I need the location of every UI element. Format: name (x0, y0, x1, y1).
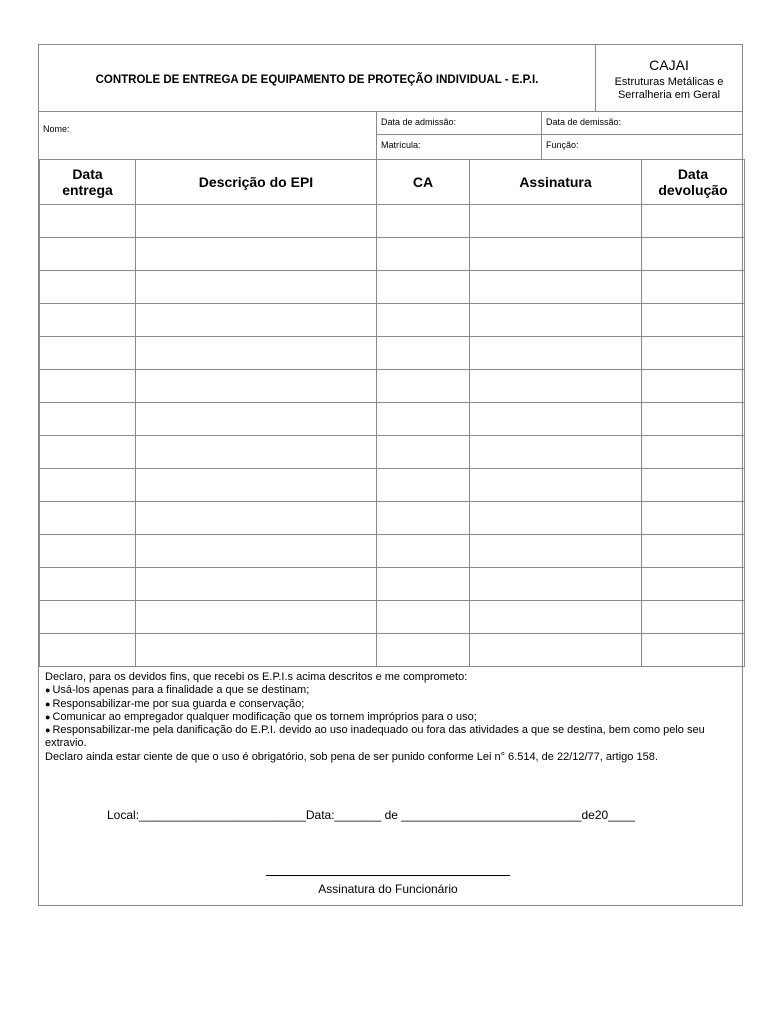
col-data-entrega: Data entrega (40, 160, 136, 205)
declaration-item: ● Usá-los apenas para a finalidade a que se destinam; (45, 684, 310, 697)
bullet-icon: ● (45, 685, 51, 696)
company-box (595, 45, 742, 111)
cell-ca[interactable] (377, 634, 470, 667)
cell-data-entrega[interactable] (40, 271, 136, 304)
cell-ca[interactable] (377, 436, 470, 469)
cell-data-devolucao[interactable] (642, 634, 745, 667)
cell-ca[interactable] (377, 304, 470, 337)
cell-ca[interactable] (377, 403, 470, 436)
cell-descricao[interactable] (136, 370, 377, 403)
table-row (40, 601, 745, 634)
table-row (40, 535, 745, 568)
cell-data-entrega[interactable] (40, 568, 136, 601)
signature-label: Assinatura do Funcionário (318, 882, 458, 896)
cell-data-devolucao[interactable] (642, 337, 745, 370)
cell-data-entrega[interactable] (40, 238, 136, 271)
cell-data-entrega[interactable] (40, 535, 136, 568)
company-description: Estruturas Metálicas e Serralheria em Geral (614, 76, 724, 101)
cell-descricao[interactable] (136, 469, 377, 502)
col-data-devolucao: Data devolução (642, 160, 745, 205)
cell-descricao[interactable] (136, 337, 377, 370)
cell-data-entrega[interactable] (40, 205, 136, 238)
local-date-line[interactable]: Local:_________________________Data:_______ de ___________________________de20____ (107, 808, 635, 822)
cell-assinatura[interactable] (470, 502, 642, 535)
cell-data-devolucao[interactable] (642, 304, 745, 337)
cell-ca[interactable] (377, 502, 470, 535)
company-name: CAJAI (649, 57, 689, 73)
cell-descricao[interactable] (136, 568, 377, 601)
cell-data-entrega[interactable] (40, 436, 136, 469)
cell-data-devolucao[interactable] (642, 502, 745, 535)
cell-descricao[interactable] (136, 502, 377, 535)
form-header (39, 45, 742, 112)
bullet-icon: ● (45, 698, 51, 709)
table-body (40, 205, 745, 667)
cell-descricao[interactable] (136, 238, 377, 271)
cell-descricao[interactable] (136, 403, 377, 436)
cell-ca[interactable] (377, 205, 470, 238)
table-row (40, 403, 745, 436)
cell-assinatura[interactable] (470, 436, 642, 469)
cell-descricao[interactable] (136, 304, 377, 337)
col-ca: CA (377, 160, 470, 205)
epi-form (38, 44, 743, 906)
employee-info (39, 112, 742, 159)
data-demissao-field[interactable]: Data de demissão: (546, 117, 622, 127)
cell-data-entrega[interactable] (40, 403, 136, 436)
cell-data-entrega[interactable] (40, 502, 136, 535)
cell-ca[interactable] (377, 469, 470, 502)
table-row (40, 238, 745, 271)
cell-data-entrega[interactable] (40, 601, 136, 634)
funcao-field[interactable]: Função: (546, 140, 579, 150)
declaration-item: ● Comunicar ao empregador qualquer modificação que os tornem impróprios para o uso; (45, 710, 477, 723)
cell-data-devolucao[interactable] (642, 205, 745, 238)
cell-ca[interactable] (377, 238, 470, 271)
cell-data-devolucao[interactable] (642, 568, 745, 601)
declaration-item: ● Responsabilizar-me pela danificação do E.P.I. devido ao uso inadequado ou fora das atividades a que se destina, bem como pelo seu extravio. (45, 724, 705, 750)
cell-assinatura[interactable] (470, 601, 642, 634)
bullet-icon: ● (45, 711, 51, 722)
table-row (40, 271, 745, 304)
declaration-closing: Declaro ainda estar ciente de que o uso é obrigatório, sob pena de ser punido conforme Lei n° 6.514, de 22/12/77, artigo 158. (45, 750, 658, 763)
cell-descricao[interactable] (136, 601, 377, 634)
declaration-section (39, 665, 742, 905)
cell-data-entrega[interactable] (40, 469, 136, 502)
cell-descricao[interactable] (136, 271, 377, 304)
cell-data-devolucao[interactable] (642, 469, 745, 502)
declaration-intro: Declaro, para os devidos fins, que recebi os E.P.I.s acima descritos e me comprometo: (45, 671, 468, 683)
cell-data-entrega[interactable] (40, 370, 136, 403)
cell-ca[interactable] (377, 568, 470, 601)
cell-assinatura[interactable] (470, 535, 642, 568)
cell-descricao[interactable] (136, 634, 377, 667)
table-header-row (40, 160, 745, 205)
cell-data-devolucao[interactable] (642, 238, 745, 271)
signature-line[interactable] (266, 875, 510, 876)
cell-assinatura[interactable] (470, 238, 642, 271)
cell-assinatura[interactable] (470, 337, 642, 370)
cell-assinatura[interactable] (470, 271, 642, 304)
form-title: CONTROLE DE ENTREGA DE EQUIPAMENTO DE PROTEÇÃO INDIVIDUAL - E.P.I. (95, 74, 539, 86)
table-row (40, 469, 745, 502)
col-assinatura: Assinatura (470, 160, 642, 205)
cell-data-entrega[interactable] (40, 634, 136, 667)
declaration-item: ● Responsabilizar-me por sua guarda e conservação; (45, 697, 305, 710)
cell-assinatura[interactable] (470, 370, 642, 403)
data-admissao-field[interactable]: Data de admissão: (381, 117, 457, 127)
table-row (40, 205, 745, 238)
cell-data-devolucao[interactable] (642, 601, 745, 634)
cell-assinatura[interactable] (470, 469, 642, 502)
cell-assinatura[interactable] (470, 568, 642, 601)
cell-descricao[interactable] (136, 205, 377, 238)
table-row (40, 568, 745, 601)
cell-descricao[interactable] (136, 436, 377, 469)
table-row (40, 304, 745, 337)
table-row (40, 370, 745, 403)
table-row (40, 634, 745, 667)
cell-assinatura[interactable] (470, 403, 642, 436)
cell-data-devolucao[interactable] (642, 436, 745, 469)
cell-data-devolucao[interactable] (642, 370, 745, 403)
declaration-text (45, 671, 739, 764)
cell-ca[interactable] (377, 535, 470, 568)
cell-ca[interactable] (377, 601, 470, 634)
cell-descricao[interactable] (136, 535, 377, 568)
table-row (40, 502, 745, 535)
table-row (40, 337, 745, 370)
table-row (40, 436, 745, 469)
cell-assinatura[interactable] (470, 634, 642, 667)
col-descricao: Descrição do EPI (136, 160, 377, 205)
cell-data-devolucao[interactable] (642, 271, 745, 304)
cell-data-entrega[interactable] (40, 337, 136, 370)
cell-ca[interactable] (377, 337, 470, 370)
bullet-icon: ● (45, 725, 51, 736)
cell-data-devolucao[interactable] (642, 403, 745, 436)
cell-assinatura[interactable] (470, 205, 642, 238)
cell-data-entrega[interactable] (40, 304, 136, 337)
epi-table (39, 159, 745, 667)
matricula-field[interactable]: Matrícula: (381, 140, 421, 150)
cell-ca[interactable] (377, 271, 470, 304)
nome-field[interactable]: Nome: (43, 124, 70, 134)
cell-data-devolucao[interactable] (642, 535, 745, 568)
cell-ca[interactable] (377, 370, 470, 403)
cell-assinatura[interactable] (470, 304, 642, 337)
